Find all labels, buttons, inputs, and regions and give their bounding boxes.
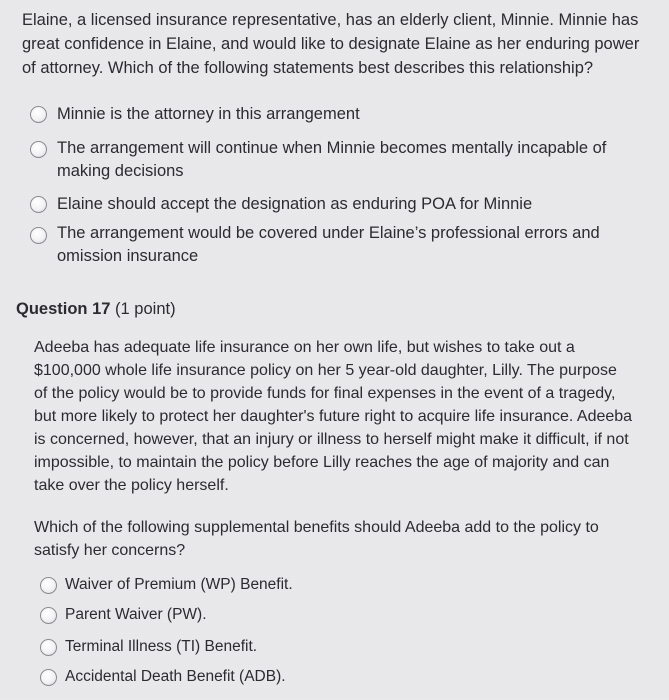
q16-option-4[interactable] bbox=[30, 222, 617, 268]
radio-button-icon[interactable] bbox=[40, 669, 57, 686]
q17-option-3-label: Terminal Illness (TI) Benefit. bbox=[65, 638, 258, 655]
q16-option-1-label: Minnie is the attorney in this arrangement bbox=[57, 105, 360, 123]
q17-option-4-label: Accidental Death Benefit (ADB). bbox=[65, 668, 286, 685]
q17-option-3[interactable] bbox=[40, 637, 565, 657]
q17-option-2[interactable] bbox=[40, 605, 565, 625]
radio-button-icon[interactable] bbox=[30, 106, 47, 123]
question-17-title: Question 17 bbox=[16, 300, 111, 318]
radio-button-icon[interactable] bbox=[40, 639, 57, 656]
question-17-prompt: Which of the following supplemental benefits should Adeeba add to the policy to satisfy her concerns? bbox=[34, 519, 599, 559]
radio-button-icon[interactable] bbox=[30, 196, 47, 213]
radio-button-icon[interactable] bbox=[30, 141, 47, 158]
q16-option-3-label: Elaine should accept the designation as enduring POA for Minnie bbox=[57, 195, 533, 213]
radio-button-icon[interactable] bbox=[40, 607, 57, 624]
question-17-points: (1 point) bbox=[115, 300, 176, 318]
q16-option-3[interactable] bbox=[30, 193, 617, 216]
q17-option-4[interactable] bbox=[40, 667, 565, 687]
q16-option-1[interactable] bbox=[30, 103, 617, 126]
question-17-header bbox=[16, 298, 176, 320]
radio-button-icon[interactable] bbox=[40, 577, 57, 594]
question-17-body: Adeeba has adequate life insurance on her own life, but wishes to take out a $100,000 whole life insurance policy on her 5 year-old daughter, Lilly. The purpose of the policy would be to provide funds for final expenses in the event of a tragedy, but more likely to protect her daughter's future right to acquire life insurance. Adeeba is concerned, however, that an injury or illness to herself might make it difficult, if not impossible, to maintain the policy before Lilly reaches the age of majority and can take over the policy herself. bbox=[34, 339, 633, 494]
radio-button-icon[interactable] bbox=[30, 227, 47, 244]
q17-option-1-label: Waiver of Premium (WP) Benefit. bbox=[65, 576, 293, 593]
question-16-text: Elaine, a licensed insurance representative, has an elderly client, Minnie. Minnie has great confidence in Elaine, and would like to designate Elaine as her enduring power of attorney. Which of the following statements best describes this relationship? bbox=[22, 11, 640, 77]
q16-option-4-label: The arrangement would be covered under Elaine’s professional errors and omission insurance bbox=[57, 224, 600, 265]
q16-option-2[interactable] bbox=[30, 137, 627, 183]
q17-option-2-label: Parent Waiver (PW). bbox=[65, 606, 207, 623]
q16-option-2-label: The arrangement will continue when Minnie becomes mentally incapable of making decisions bbox=[57, 139, 607, 180]
q17-option-1[interactable] bbox=[40, 575, 565, 595]
